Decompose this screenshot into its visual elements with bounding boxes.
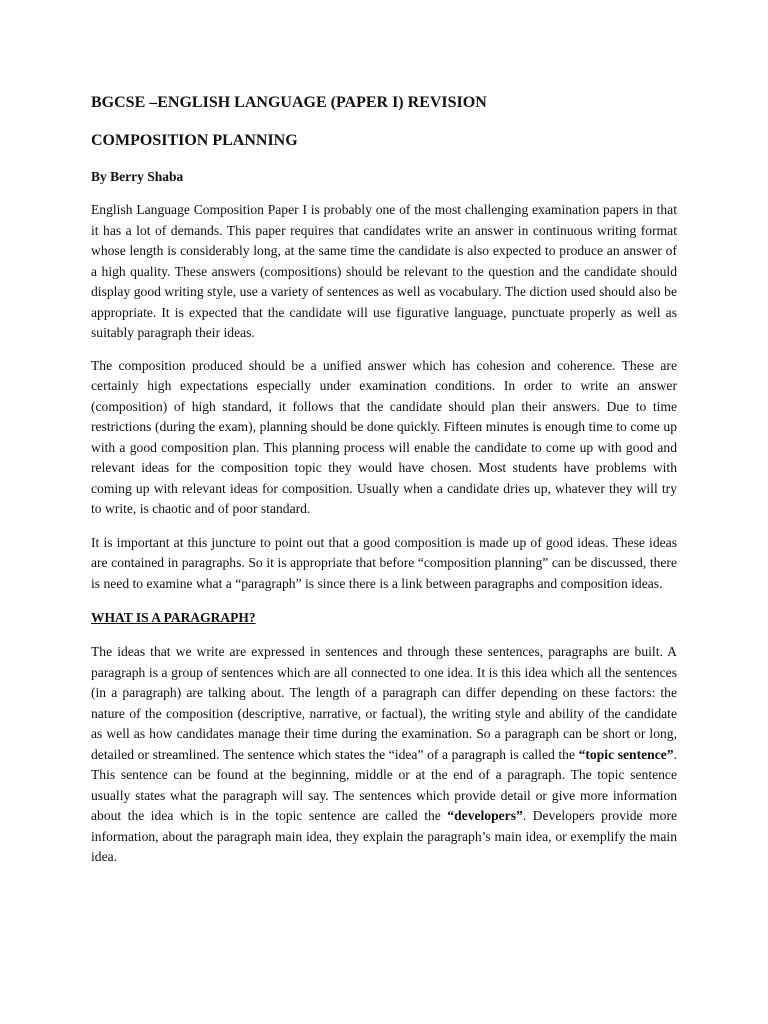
paragraph-2: The composition produced should be a unified answer which has cohesion and coherence. These are certainly high expectations especially under examination conditions. In order to write an answer (composition) of high standard, it follows that the candidate should plan their answers. Due to time restrictions (during the exam), planning should be done quickly. Fifteen minutes is enough time to come up with a good composition plan. This planning process will enable the candidate to come up with good and relevant ideas for the composition topic they would have chosen. Most students have problems with coming up with relevant ideas for composition. Usually when a candidate dries up, whatever they will try to write, is chaotic and of poor standard. <box>91 357 677 516</box>
paragraph-4-part-2: . This sentence can be found at the beginning, middle or at the end of a paragraph. The topic sentence usually states what the paragraph will say. The sentences which provide detail or give more information about the idea which is in the topic sentence are called the <box>91 746 677 823</box>
term-topic-sentence: “topic sentence” <box>578 746 674 762</box>
document-page <box>91 93 677 868</box>
paragraph-4-part-3: . Developers provide more information, about the paragraph main idea, they explain the paragraph’s main idea, or exemplify the main idea. <box>91 808 678 864</box>
author-line: By Berry Shaba <box>91 169 184 184</box>
document-subtitle: COMPOSITION PLANNING <box>91 132 298 149</box>
paragraph-4 <box>91 642 677 868</box>
paragraph-4-part-1: The ideas that we write are expressed in sentences and through these sentences, paragraphs are built. A paragraph is a group of sentences which are all connected to one idea. It is this idea which all the sentences (in a paragraph) are talking about. The length of a paragraph can differ depending on these factors: the nature of the composition (descriptive, narrative, or factual), the writing style and ability of the candidate as well as how candidates manage their time during the examination. So a paragraph can be short or long, detailed or streamlined. The sentence which states the “idea” of a paragraph is called the <box>91 644 677 762</box>
section-heading-what-is-a-paragraph: WHAT IS A PARAGRAPH? <box>91 610 256 625</box>
paragraph-3: It is important at this juncture to point out that a good composition is made up of good ideas. These ideas are contained in paragraphs. So it is appropriate that before “composition planning” can be discussed, there is need to examine what a “paragraph” is since there is a link between paragraphs and composition ideas. <box>91 534 677 591</box>
term-developers: “developers” <box>447 808 523 823</box>
document-title: BGCSE –ENGLISH LANGUAGE (PAPER I) REVISION <box>91 94 487 111</box>
paragraph-1: English Language Composition Paper I is probably one of the most challenging examination papers in that it has a lot of demands. This paper requires that candidates write an answer in continuous writing format whose length is considerably long, at the same time the candidate is also expected to produce an answer of a high quality. These answers (compositions) should be relevant to the question and the candidate should display good writing style, use a variety of sentences as well as vocabulary. The diction used should also be appropriate. It is expected that the candidate will use figurative language, punctuate properly as well as suitably paragraph their ideas. <box>91 202 677 340</box>
